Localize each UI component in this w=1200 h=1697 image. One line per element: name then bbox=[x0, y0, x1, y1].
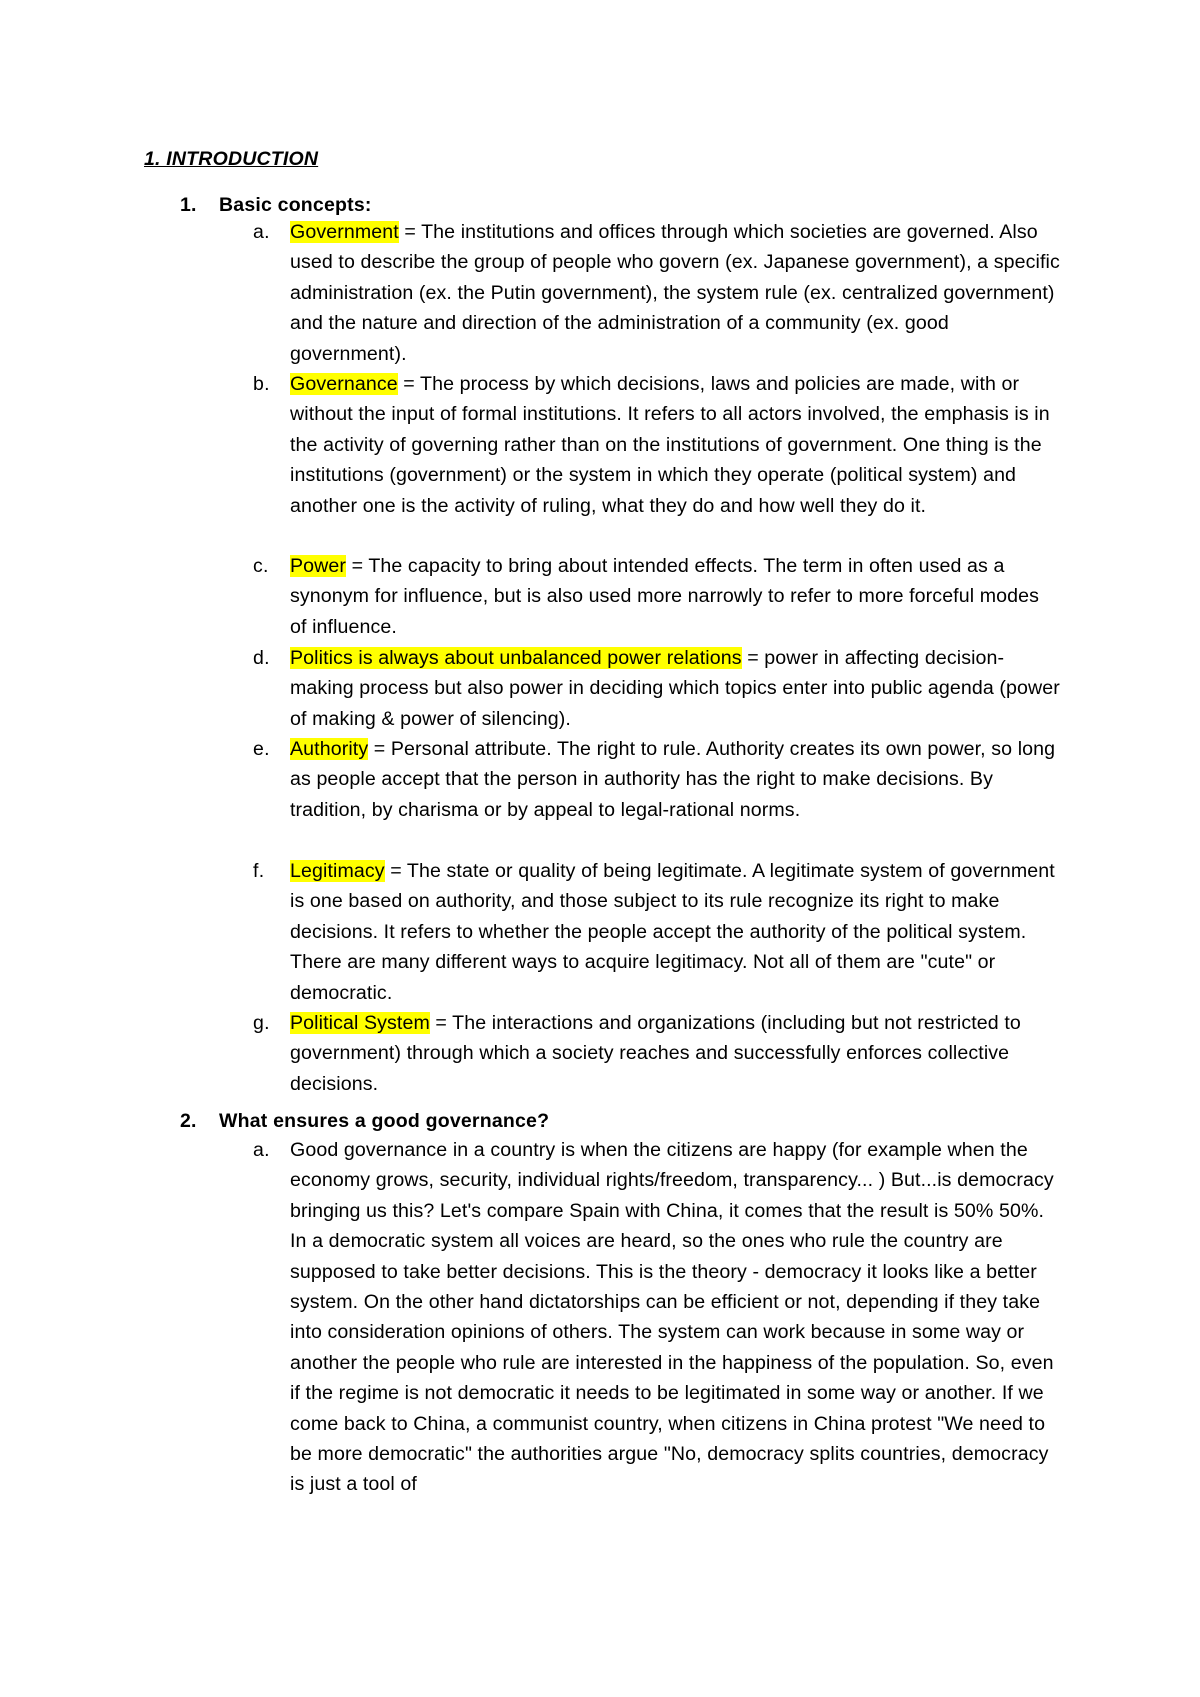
list-marker: a. bbox=[253, 1139, 270, 1161]
highlighted-term: Power bbox=[290, 555, 347, 577]
list-marker: f. bbox=[253, 860, 265, 882]
list-item-text bbox=[290, 734, 1060, 825]
list-item-text bbox=[290, 551, 1060, 642]
highlighted-term: Governance bbox=[290, 373, 398, 395]
list-item-text: Good governance in a country is when the citizens are happy (for example when the economy grows, security, individual rights/freedom, transparency... ) But...is democracy bringing us this? Let's compare Spain with China, it comes that the result is 50% 50%. In a democratic system all voices are heard, so the ones who rule the country are supposed to take better decisions. This is the theory - democracy it looks like a better system. On the other hand dictatorships can be efficient or not, depending if they take into consideration opinions of others. The system can work because in some way or another the people who rule are interested in the happiness of the population. So, even if the regime is not democratic it needs to be legitimated in some way or another. If we come back to China, a communist country, when citizens in China protest "We need to be more democratic" the authorities argue "No, democracy splits countries, democracy is just a tool of bbox=[290, 1139, 1054, 1496]
highlighted-term: Politics is always about unbalanced power relations bbox=[290, 647, 742, 669]
definition-text: = The institutions and offices through which societies are governed. Also used to describe the group of people who govern (ex. Japanese government), a specific administration (ex. the Putin government), the system rule (ex. centralized government) and the nature and direction of the administration of a community (ex. good government). bbox=[290, 221, 1060, 365]
list-marker: b. bbox=[253, 373, 270, 395]
list-marker: d. bbox=[253, 647, 270, 669]
list-item-text bbox=[290, 1008, 1060, 1099]
definition-text: = The process by which decisions, laws and policies are made, with or without the input of formal institutions. It refers to all actors involved, the emphasis is in the activity of governing rather than on the institutions of government. One thing is the institutions (government) or the system in which they operate (political system) and another one is the activity of ruling, what they do and how well they do it. bbox=[290, 373, 1050, 517]
list-item-text bbox=[290, 643, 1060, 734]
highlighted-term: Authority bbox=[290, 738, 369, 760]
highlighted-term: Government bbox=[290, 221, 399, 243]
definition-text: = power in affecting decision-making process but also power in deciding which topics enter into public agenda (power of making & power of silencing). bbox=[290, 647, 1060, 730]
list-item-text bbox=[290, 217, 1060, 369]
definition-text: = The capacity to bring about intended effects. The term in often used as a synonym for influence, but is also used more narrowly to refer to more forceful modes of influence. bbox=[290, 555, 1040, 638]
list-marker: a. bbox=[253, 221, 270, 243]
section-number: 2. bbox=[180, 1110, 197, 1132]
section-heading bbox=[180, 1106, 549, 1136]
definition-text: = Personal attribute. The right to rule. Authority creates its own power, so long as people accept that the person in authority has the right to make decisions. By tradition, by charisma or by appeal to legal-rational norms. bbox=[290, 738, 1056, 821]
highlighted-term: Political System bbox=[290, 1012, 430, 1034]
section-heading-text: Basic concepts: bbox=[219, 194, 372, 216]
definition-text: = The interactions and organizations (including but not restricted to government) through which a society reaches and successfully enforces collective decisions. bbox=[290, 1012, 1021, 1095]
document-title: 1. INTRODUCTION bbox=[144, 148, 319, 170]
section-heading bbox=[180, 190, 372, 220]
list-marker: c. bbox=[253, 555, 269, 577]
section-heading-text: What ensures a good governance? bbox=[219, 1110, 550, 1132]
list-item-text bbox=[290, 856, 1060, 1008]
section-number: 1. bbox=[180, 194, 197, 216]
definition-text: = The state or quality of being legitimate. A legitimate system of government is one based on authority, and those subject to its rule recognize its right to make decisions. It refers to whether the people accept the authority of the political system. There are many different ways to acquire legitimacy. Not all of them are "cute" or democratic. bbox=[290, 860, 1055, 1004]
highlighted-term: Legitimacy bbox=[290, 860, 385, 882]
list-item-text bbox=[290, 369, 1060, 521]
list-marker: e. bbox=[253, 738, 270, 760]
list-marker: g. bbox=[253, 1012, 270, 1034]
